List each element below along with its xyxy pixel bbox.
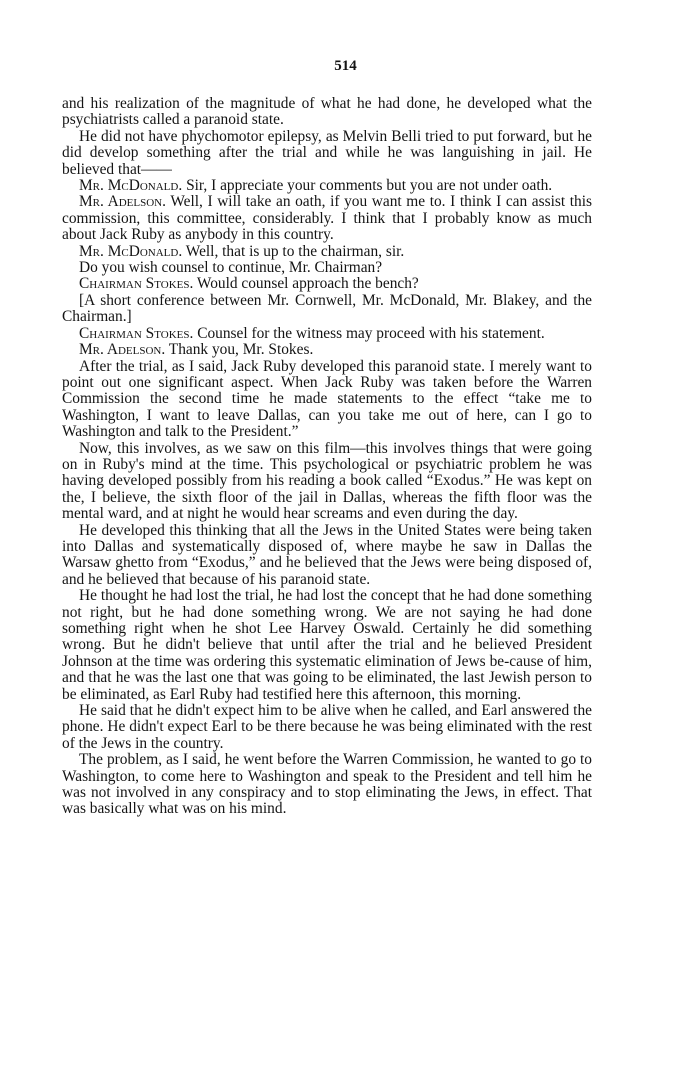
paragraph-text: After the trial, as I said, Jack Ruby developed this paranoid state. I merely want to point out one significant aspect. When Jack Ruby was taken before the Warren Commission the second time he made statements to the effect “take me to Washington, I want to leave Dallas, can you take me out of here, can I go to Washington and talk to the President.” [62,357,592,441]
speaker-label: Mr. Adelson. [79,193,166,211]
paragraph [62,752,592,818]
paragraph [62,359,592,441]
paragraph-text: He developed this thinking that all the Jews in the United States were being taken into Dallas and systematically disposed of, where maybe he saw in Dallas the Warsaw ghetto from “Exodus,” and he believed that the Jews were being disposed of, and he believed that because of his paranoid state. [62,521,592,588]
paragraph-text: The problem, as I said, he went before the Warren Commission, he wanted to go to Washington, to come here to Washington and speak to the President and tell him he was not involved in any conspiracy and to stop eliminating the Jews, in effect. That was basically what was on his mind. [62,751,592,818]
paragraph-text: Counsel for the witness may proceed with his statement. [197,324,545,342]
paragraph [62,276,592,292]
paragraph-text: Well, I will take an oath, if you want me to. I think I can assist this commission, this committee, considerably. I think that I probably know as much about Jack Ruby as anybody in this country. [62,193,593,244]
paragraph-text: He did not have phychomotor epilepsy, as Melvin Belli tried to put forward, but he did develop something after the trial and while he was languishing in jail. He believed that—— [62,127,592,178]
paragraph-text: He thought he had lost the trial, he had lost the concept that he had done something not right, but he had done something wrong. We are not saying he had done something right when he shot Lee Harvey Oswald. Certainly he did something wrong. But he didn't believe that until after the trial and he believed President Johnson at the time was ordering this systematic elimination of Jews be-cause of him, and that he was the last one that was going to be eliminated, the last Jewish person to be eliminated, as Earl Ruby had testified here this afternoon, this morning. [62,587,592,703]
page-number: 514 [334,58,357,74]
paragraph [62,326,592,342]
speaker-label: Chairman Stokes. [79,324,194,342]
paragraph [62,342,592,358]
paragraph-text: Thank you, Mr. Stokes. [168,341,314,359]
paragraph [62,129,592,178]
speaker-label: Mr. McDonald. [79,242,183,260]
paragraph [62,194,592,243]
paragraph [62,178,592,194]
paragraph-text: Would counsel approach the bench? [196,275,419,293]
paragraph-text: Now, this involves, as we saw on this film—this involves things that were going on in Ruby's mind at the time. This psychological or psychiatric problem he was having developed possibly from his reading a book called “Exodus.” He was kept on the, I believe, the sixth floor of the jail in Dallas, whereas the fifth floor was the mental ward, and at night he would hear screams and even during the day. [62,439,592,523]
paragraph-text: Sir, I appreciate your comments but you are not under oath. [186,177,553,195]
paragraph-text: and his realization of the magnitude of what he had done, he developed what the psychiatrists called a paranoid state. [62,95,592,129]
paragraph-text: Do you wish counsel to continue, Mr. Chairman? [79,259,383,277]
speaker-label: Mr. McDonald. [79,177,183,195]
paragraph-text: He said that he didn't expect him to be alive when he called, and Earl answered the phone. He didn't expect Earl to be there because he was being eliminated with the rest of the Jews in the country. [62,702,592,752]
paragraph [62,260,592,276]
paragraph [62,96,592,129]
paragraph [62,244,592,260]
paragraph-text: [A short conference between Mr. Cornwell, Mr. McDonald, Mr. Blakey, and the Chairman.] [62,291,592,326]
speaker-label: Mr. Adelson. [79,341,166,359]
paragraph [62,523,592,589]
paragraph [62,588,592,703]
transcript-body [62,96,592,818]
paragraph-text: Well, that is up to the chairman, sir. [185,242,405,260]
paragraph [62,293,592,326]
speaker-label: Chairman Stokes. [79,275,194,293]
paragraph [62,703,592,752]
paragraph [62,441,592,523]
